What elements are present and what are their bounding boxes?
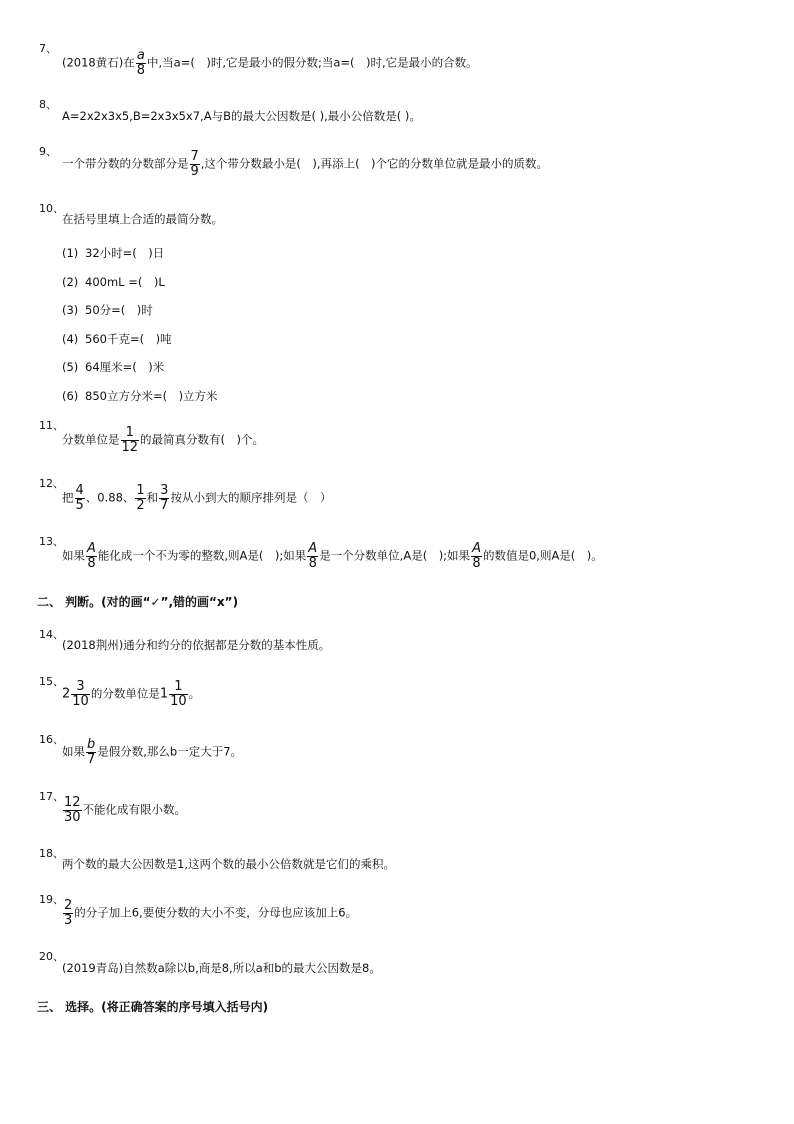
fraction [471,542,482,570]
numerator: A [87,541,96,556]
question-number: 14、 [39,628,64,641]
numerator: b [87,737,96,752]
denominator: 8 [136,62,146,78]
question-number: 12、 [39,477,64,490]
numerator: a [136,48,145,63]
fraction [86,542,97,570]
sub-item [62,359,164,375]
sub-text: 400mL =( )L [85,275,165,289]
question-19 [62,899,357,927]
question-text: 能化成一个不为零的整数,则A是( );如果 [97,548,307,563]
denominator: 8 [308,555,317,571]
question-text: 不能化成有限小数。 [82,802,187,817]
numerator: A [472,541,481,556]
sub-text: 32小时=( )日 [85,246,165,260]
fraction [63,899,73,927]
question-number: 8、 [39,98,57,111]
denominator: 8 [87,555,96,571]
numerator: 2 [64,898,73,913]
question-text: 的分数单位是 [90,686,160,701]
question-15 [62,680,200,708]
sub-item [62,331,172,347]
denominator: 9 [190,163,199,179]
sub-text: 64厘米=( )米 [85,360,165,374]
question-text: 按从小到大的顺序排列是（ ） [170,490,332,505]
question-7 [62,49,478,77]
denominator: 3 [64,912,73,928]
whole-number: 1 [159,686,169,702]
question-text: 分数单位是 [62,432,120,447]
sub-item [62,274,165,290]
question-9 [62,150,548,178]
fraction [75,484,85,512]
fraction [135,484,145,512]
numerator: 1 [136,483,145,498]
fraction [169,680,188,708]
question-text: 的最简真分数有( )个。 [140,432,265,447]
numerator: 1 [121,426,140,441]
question-text: 的分子加上6,要使分数的大小不变，分母也应该加上6。 [74,905,358,920]
question-10: 在括号里填上合适的最简分数。 [62,212,223,226]
question-text: 一个带分数的分数部分是 [62,156,189,171]
fraction [86,738,96,766]
question-17 [62,796,186,824]
question-number: 17、 [39,790,64,803]
whole-number: 2 [62,686,71,702]
fraction [190,150,200,178]
question-text: 中,当a=( )时,它是最小的假分数;当a=( )时,它是最小的合数。 [147,55,478,70]
question-number: 10、 [39,202,64,215]
numerator: 7 [190,149,199,164]
question-text: 和 [146,490,159,505]
question-text: 如果 [62,744,85,759]
question-text: (2018黄石)在 [62,55,135,70]
question-text: 如果 [62,548,85,563]
denominator: 7 [87,751,96,767]
sub-text: 850立方分米=( )立方米 [85,389,218,403]
numerator: 3 [71,680,90,695]
sub-text: 560千克=( )吨 [85,332,172,346]
question-14: (2018荆州)通分和约分的依据都是分数的基本性质。 [62,638,331,652]
question-text: 的数值是0,则A是( )。 [482,548,603,563]
fraction [307,542,318,570]
sub-index: (2) [62,275,79,289]
numerator: 1 [169,680,188,695]
sub-index: (4) [62,332,79,346]
sub-item [62,302,153,318]
denominator: 10 [170,693,187,709]
question-text: 把 [62,490,74,505]
question-8: A=2x2x3x5,B=2x3x5x7,A与B的最大公因数是( ),最小公倍数是( )。 [62,109,421,123]
question-text: 是一个分数单位,A是( );如果 [319,548,471,563]
section-heading: 三、 选择。(将正确答案的序号填入括号内) [37,1000,269,1014]
question-12 [62,484,331,512]
section-heading: 二、 判断。(对的画“✓”,错的画“x”) [37,595,239,609]
sub-index: (1) [62,246,79,260]
fraction [71,680,90,708]
question-13 [62,542,603,570]
question-text: ,这个带分数最小是( ),再添上( )个它的分数单位就是最小的质数。 [200,156,549,171]
fraction [121,426,140,454]
fraction [136,49,146,77]
sub-item [62,388,218,404]
denominator: 12 [121,439,139,455]
question-text: 、0.88、 [85,490,135,505]
question-number: 11、 [39,419,64,432]
denominator: 5 [75,497,84,513]
sub-index: (5) [62,360,79,374]
question-number: 19、 [39,893,64,906]
denominator: 10 [72,693,89,709]
question-20: (2019青岛)自然数a除以b,商是8,所以a和b的最大公因数是8。 [62,961,381,975]
question-number: 15、 [39,675,64,688]
denominator: 8 [472,555,481,571]
sub-index: (3) [62,303,79,317]
question-text: 是假分数,那么b一定大于7。 [97,744,243,759]
numerator: 3 [160,483,169,498]
fraction [159,484,169,512]
question-number: 18、 [39,847,64,860]
numerator: 12 [64,795,81,810]
question-number: 7、 [39,42,57,55]
question-18: 两个数的最大公因数是1,这两个数的最小公倍数就是它们的乘积。 [62,857,395,871]
sub-item [62,245,164,261]
sub-index: (6) [62,389,79,403]
sub-text: 50分=( )时 [85,303,153,317]
question-16 [62,738,242,766]
denominator: 30 [64,809,81,825]
denominator: 7 [160,497,169,513]
numerator: 4 [75,483,84,498]
fraction [63,796,82,824]
question-number: 20、 [39,950,64,963]
denominator: 2 [136,497,145,513]
numerator: A [308,541,318,556]
question-text: 。 [188,686,201,701]
question-number: 16、 [39,733,64,746]
question-number: 13、 [39,535,64,548]
question-11 [62,426,264,454]
question-number: 9、 [39,145,57,158]
